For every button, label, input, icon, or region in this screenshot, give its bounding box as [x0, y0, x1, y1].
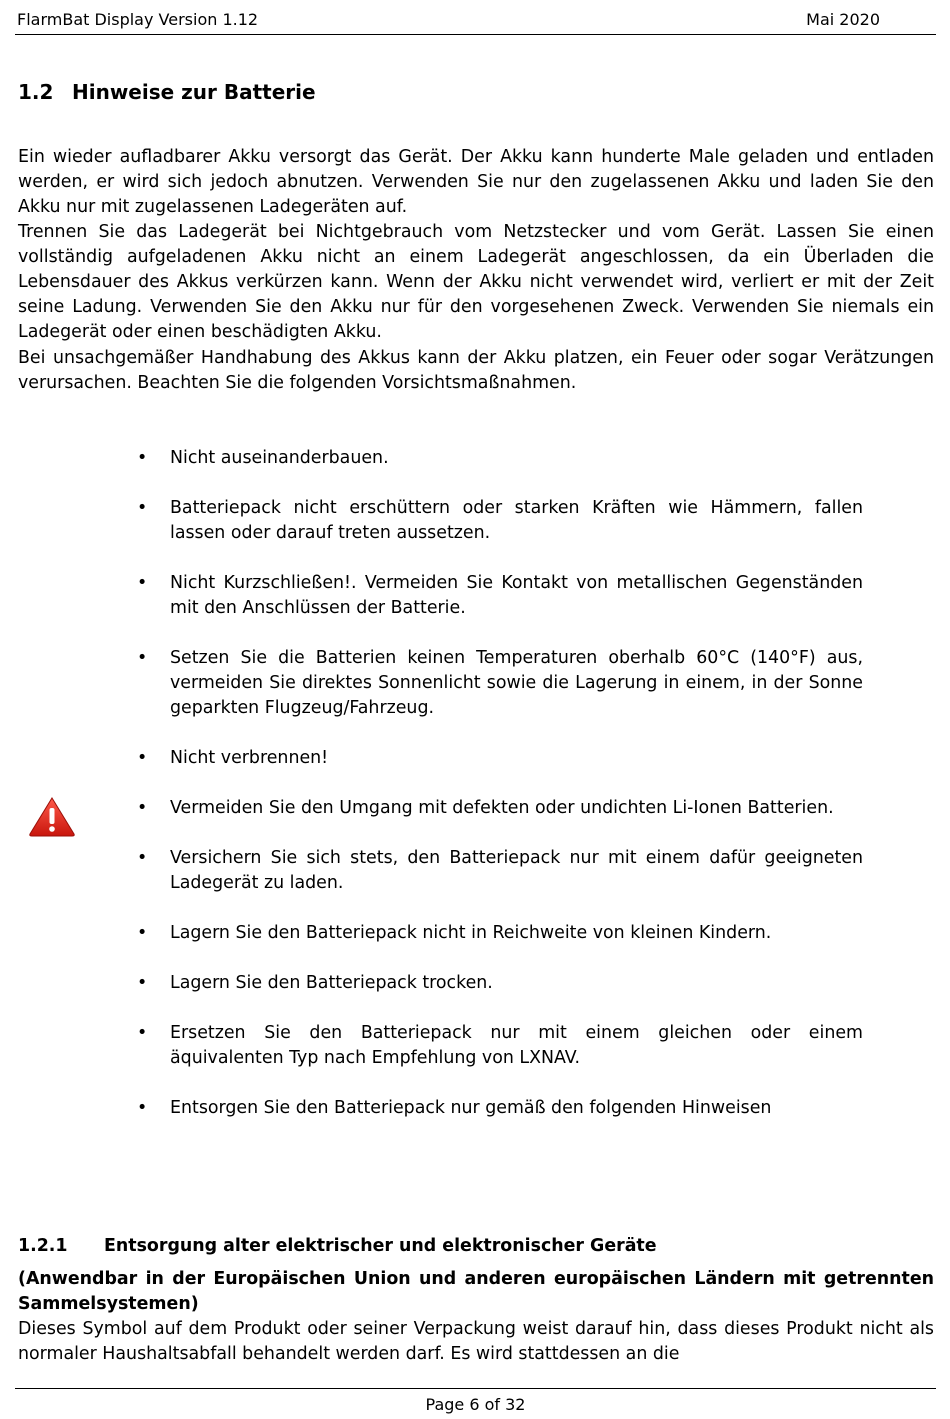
subsection-number: 1.2.1	[18, 1236, 68, 1256]
precaution-list	[135, 446, 863, 1146]
page-footer	[15, 1388, 936, 1414]
list-item: • Ersetzen Sie den Batteriepack nur mit einem gleichen oder einem äquivalenten Typ nach Empfehlung von LXNAV.	[135, 1021, 863, 1071]
section-heading	[18, 80, 316, 104]
section-title: Hinweise zur Batterie	[72, 80, 316, 104]
list-item: • Nicht auseinanderbauen.	[135, 446, 863, 471]
intro-paragraph-2: Trennen Sie das Ladegerät bei Nichtgebrauch vom Netzstecker und vom Gerät. Lassen Sie einen vollständig aufgeladenen Akku nicht an einem Ladegerät angeschlossen, da ein Überladen die Lebensdauer des Akkus verkürzen kann. Wenn der Akku nicht verwendet wird, verliert er mit der Zeit seine Ladung. Verwenden Sie den Akku nur für den vorgesehenen Zweck. Verwenden Sie niemals ein Ladegerät oder einen beschädigten Akku.	[18, 222, 934, 342]
list-item: • Entsorgen Sie den Batteriepack nur gemäß den folgenden Hinweisen	[135, 1096, 863, 1121]
list-item: • Lagern Sie den Batteriepack nicht in Reichweite von kleinen Kindern.	[135, 921, 863, 946]
list-item: • Setzen Sie die Batterien keinen Temperaturen oberhalb 60°C (140°F) aus, vermeiden Sie direktes Sonnenlicht sowie die Lagerung in einem, in der Sonne geparkten Flugzeug/Fahrzeug.	[135, 646, 863, 721]
page-number: Page 6 of 32	[425, 1395, 526, 1414]
subsection-title: Entsorgung alter elektrischer und elektronischer Geräte	[104, 1236, 657, 1256]
list-item: • Nicht Kurzschließen!. Vermeiden Sie Kontakt von metallischen Gegenständen mit den Anschlüssen der Batterie.	[135, 571, 863, 621]
list-item: • Vermeiden Sie den Umgang mit defekten oder undichten Li-Ionen Batterien.	[135, 796, 863, 821]
header-date: Mai 2020	[806, 10, 880, 29]
header-title: FlarmBat Display Version 1.12	[17, 10, 259, 29]
subsection-text: Dieses Symbol auf dem Produkt oder seiner Verpackung weist darauf hin, dass dieses Produkt nicht als normaler Haushaltsabfall behandelt werden darf. Es wird stattdessen an die	[18, 1319, 934, 1364]
subsection-heading	[18, 1236, 657, 1256]
intro-paragraph-1: Ein wieder aufladbarer Akku versorgt das Gerät. Der Akku kann hunderte Male geladen und entladen werden, er wird sich jedoch abnutzen. Verwenden Sie nur den zugelassenen Akku und laden Sie den Akku nur mit zugelassenen Ladegeräten auf.	[18, 147, 934, 217]
intro-paragraph-3: Bei unsachgemäßer Handhabung des Akkus kann der Akku platzen, ein Feuer oder sogar Verätzungen verursachen. Beachten Sie die folgenden Vorsichtsmaßnahmen.	[18, 348, 934, 393]
list-item: • Versichern Sie sich stets, den Batteriepack nur mit einem dafür geeigneten Ladegerät zu laden.	[135, 846, 863, 896]
subsection-subtitle: (Anwendbar in der Europäischen Union und anderen europäischen Ländern mit getrennten Sammelsystemen)	[18, 1269, 934, 1314]
warning-triangle-icon	[28, 796, 76, 838]
list-item: • Batteriepack nicht erschüttern oder starken Kräften wie Hämmern, fallen lassen oder darauf treten aussetzen.	[135, 496, 863, 546]
list-item: • Lagern Sie den Batteriepack trocken.	[135, 971, 863, 996]
list-item: • Nicht verbrennen!	[135, 746, 863, 771]
section-number: 1.2	[18, 80, 54, 104]
page-header	[15, 8, 936, 35]
